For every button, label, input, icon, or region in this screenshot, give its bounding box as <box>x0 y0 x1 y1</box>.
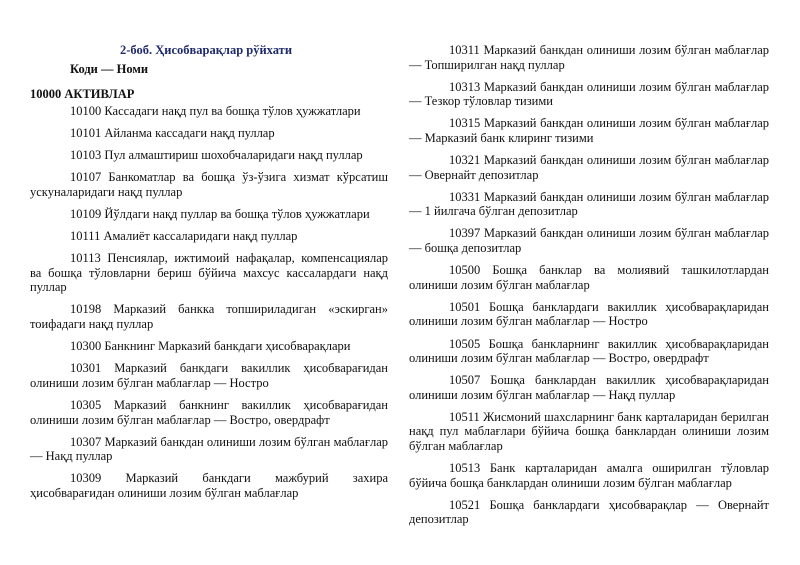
account-entry: 10305 Марказий банкнинг вакиллик ҳисобварағидан олиниши лозим бўлган маблағлар — Востро, овердрафт <box>30 397 388 427</box>
account-entry: 10521 Бошқа банклардаги ҳисобварақлар — Овернайт депозитлар <box>409 497 769 527</box>
section-heading: 10000 АКТИВЛАР <box>30 87 135 101</box>
account-entry: 10101 Айланма кассадаги нақд пуллар <box>70 126 275 141</box>
account-entry: 10501 Бошқа банклардаги вакиллик ҳисобварақларидан олиниши лозим бўлган маблағлар — Ностро <box>409 299 769 329</box>
column-subhead: Коди — Номи <box>70 62 149 76</box>
account-entry: 10507 Бошқа банклардан вакиллик ҳисобварақларидан олиниши лозим бўлган маблағлар — Нақд пуллар <box>409 373 769 402</box>
account-entry: 10109 Йўлдаги нақд пуллар ва бошқа тўлов ҳужжатлари <box>70 206 370 221</box>
account-entry: 10113 Пенсиялар, ижтимоий нафақалар, компенсациялар ва бошқа тўловларни бериш бўйича махсус кассалардаги нақд пуллар <box>30 251 388 295</box>
left-column <box>30 104 388 508</box>
account-entry: 10313 Марказий банкдан олиниши лозим бўлган маблағлар — Тезкор тўловлар тизими <box>409 79 769 109</box>
account-entry: 10331 Марказий банкдан олиниши лозим бўлган маблағлар — 1 йилгача бўлган депозитлар <box>409 189 769 219</box>
account-entry: 10513 Банк карталаридан амалга оширилган тўловлар бўйича бошқа банклардан олиниши лозим бўлган маблағлар <box>409 461 769 490</box>
account-entry: 10315 Марказий банкдан олиниши лозим бўлган маблағлар— Марказий банк клиринг тизими <box>409 116 769 145</box>
account-entry: 10301 Марказий банкдаги вакиллик ҳисобварағидан олиниши лозим бўлган маблағлар — Ностро <box>30 361 388 390</box>
account-entry: 10311 Марказий банкдан олиниши лозим бўлган маблағлар — Топширилган нақд пуллар <box>409 43 769 72</box>
account-entry: 10111 Амалиёт кассаларидаги нақд пуллар <box>70 229 298 244</box>
account-entry: 10397 Марказий банкдан олиниши лозим бўлган маблағлар — бошқа депозитлар <box>409 226 769 256</box>
account-entry: 10505 Бошқа банкларнинг вакиллик ҳисобварақларидан олиниши лозим бўлган маблағлар — Востро, овердрафт <box>409 336 769 366</box>
account-entry: 10307 Марказий банкдан олиниши лозим бўлган маблағлар — Нақд пуллар <box>30 434 388 464</box>
account-entry: 10107 Банкоматлар ва бошқа ўз-ўзига хизмат кўрсатиш ускуналаридаги нақд пуллар <box>30 170 388 199</box>
right-column <box>409 43 769 535</box>
account-entry: 10309 Марказий банкдаги мажбурий захира ҳисобварағидан олиниши лозим бўлган маблағлар <box>30 471 388 500</box>
account-entry: 10198 Марказий банкка топшириладиган «эскирган» тоифадаги нақд пуллар <box>30 302 388 332</box>
account-entry: 10300 Банкнинг Марказий банкдаги ҳисобварақлари <box>70 339 351 354</box>
account-entry: 10500 Бошқа банклар ва молиявий ташкилотлардан олиниши лозим бўлган маблағлар <box>409 263 769 292</box>
account-entry: 10103 Пул алмаштириш шохобчаларидаги нақд пуллар <box>70 148 363 163</box>
account-entry: 10511 Жисмоний шахсларнинг банк карталаридан берилган нақд пул маблағлари бўйича бошқа банклардан олиниши лозим бўлган маблағлар <box>409 409 769 454</box>
chapter-title: 2-боб. Ҳисобварақлар рўйхати <box>120 43 293 57</box>
account-entry: 10100 Кассадаги нақд пул ва бошқа тўлов ҳужжатлари <box>70 104 361 118</box>
account-entry: 10321 Марказий банкдан олиниши лозим бўлган маблағлар — Овернайт депозитлар <box>409 153 769 182</box>
